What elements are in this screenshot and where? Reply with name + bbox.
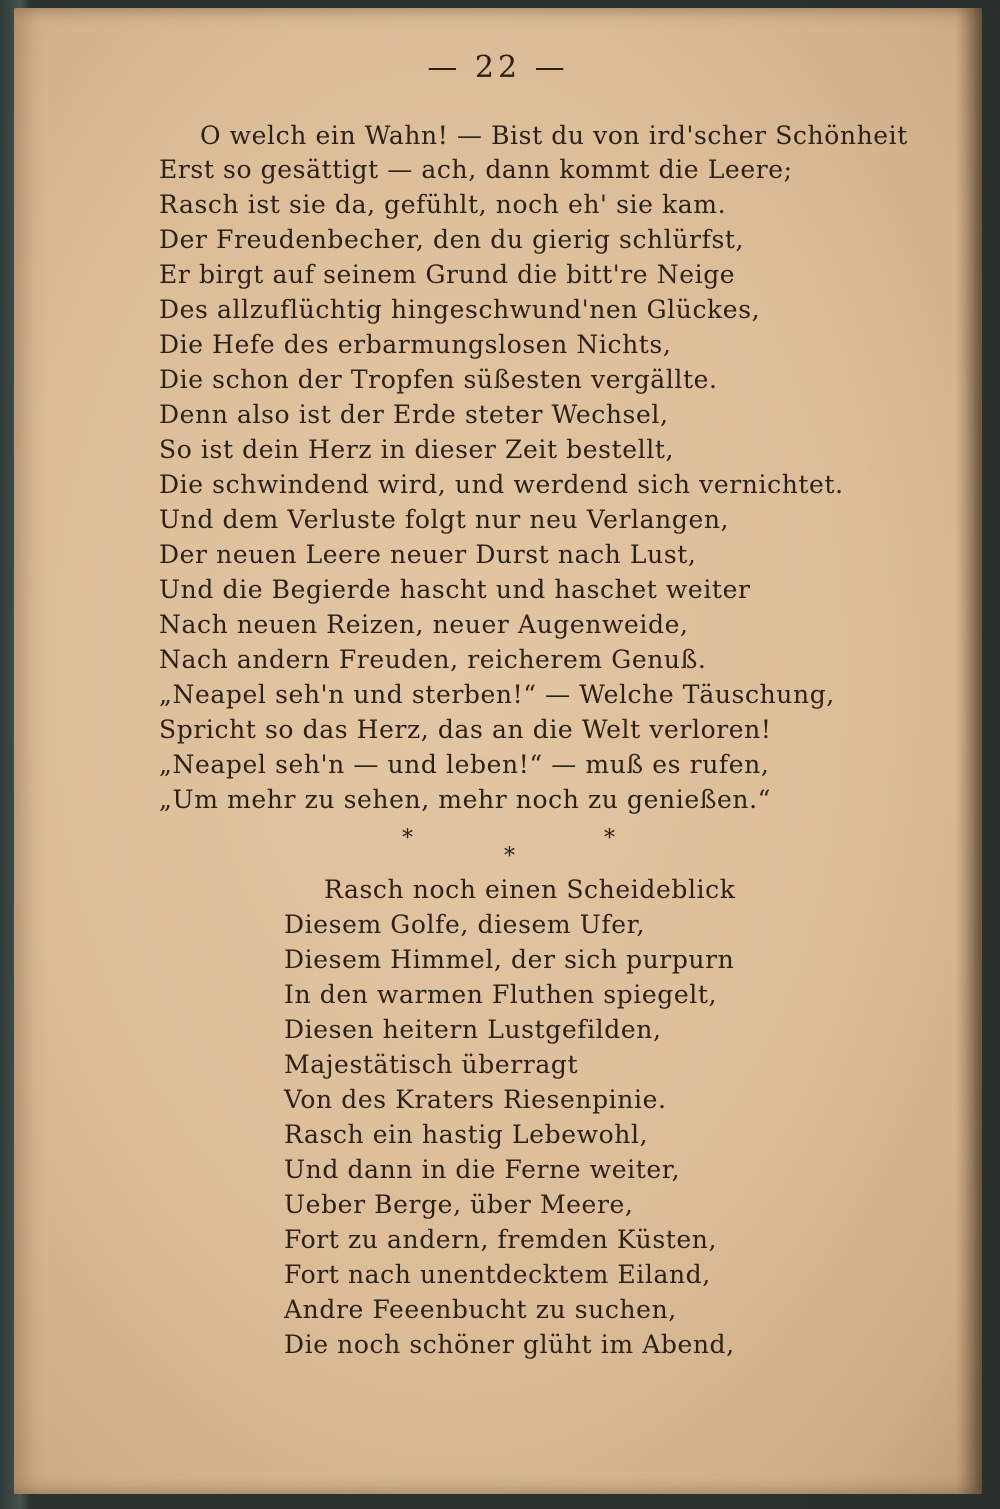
poem-line: Er birgt auf seinem Grund die bitt're Neige [159,260,736,289]
poem-line: Diesen heitern Lustgefilden, [284,1015,662,1044]
poem-line: Und die Begierde hascht und haschet weiter [159,575,751,604]
poem-line: Die schwindend wird, und werdend sich vernichtet. [159,470,844,499]
poem-line: In den warmen Fluthen spiegelt, [284,980,718,1009]
separator-star: * [402,826,413,851]
poem-line: Fort nach unentdecktem Eiland, [284,1260,711,1289]
poem-line: Majestätisch überragt [284,1050,579,1079]
poem-line: Ueber Berge, über Meere, [284,1190,634,1219]
poem-line: So ist dein Herz in dieser Zeit bestellt, [159,435,675,464]
page-gutter-shadow [956,8,982,1494]
poem-line: Die schon der Tropfen süßesten vergällte. [159,365,718,394]
page-number: — 22 — [427,50,569,85]
poem-line: Spricht so das Herz, das an die Welt verloren! [159,715,772,744]
poem-line: „Um mehr zu sehen, mehr noch zu genießen.“ [159,785,772,814]
poem-line: Rasch ein hastig Lebewohl, [284,1120,649,1149]
poem-line: Der Freudenbecher, den du gierig schlürfst, [159,225,745,254]
poem-line: Die noch schöner glüht im Abend, [284,1330,735,1359]
poem-line: Diesem Himmel, der sich purpurn [284,945,735,974]
poem-line: Diesem Golfe, diesem Ufer, [284,910,646,939]
poem-line: Der neuen Leere neuer Durst nach Lust, [159,540,697,569]
poem-line: Rasch noch einen Scheideblick [324,875,736,904]
poem-line: Des allzuflüchtig hingeschwund'nen Glückes, [159,295,761,324]
poem-line: Die Hefe des erbarmungslosen Nichts, [159,330,672,359]
poem-line: „Neapel seh'n und sterben!“ — Welche Täuschung, [159,680,835,709]
poem-line: Denn also ist der Erde steter Wechsel, [159,400,669,429]
poem-line: O welch ein Wahn! — Bist du von ird'scher Schönheit [200,121,908,150]
book-page [14,8,982,1494]
separator-star: * [604,826,615,851]
poem-line: Fort zu andern, fremden Küsten, [284,1225,718,1254]
poem-line: Andre Feeenbucht zu suchen, [284,1295,677,1324]
poem-line: Erst so gesättigt — ach, dann kommt die Leere; [159,155,793,184]
poem-line: Und dem Verluste folgt nur neu Verlangen, [159,505,730,534]
poem-line: Rasch ist sie da, gefühlt, noch eh' sie kam. [159,190,727,219]
poem-line: „Neapel seh'n — und leben!“ — muß es rufen, [159,750,770,779]
poem-line: Nach andern Freuden, reicherem Genuß. [159,645,707,674]
poem-line: Nach neuen Reizen, neuer Augenweide, [159,610,689,639]
separator-star: * [504,844,515,869]
poem-line: Von des Kraters Riesenpinie. [284,1085,667,1114]
poem-line: Und dann in die Ferne weiter, [284,1155,681,1184]
